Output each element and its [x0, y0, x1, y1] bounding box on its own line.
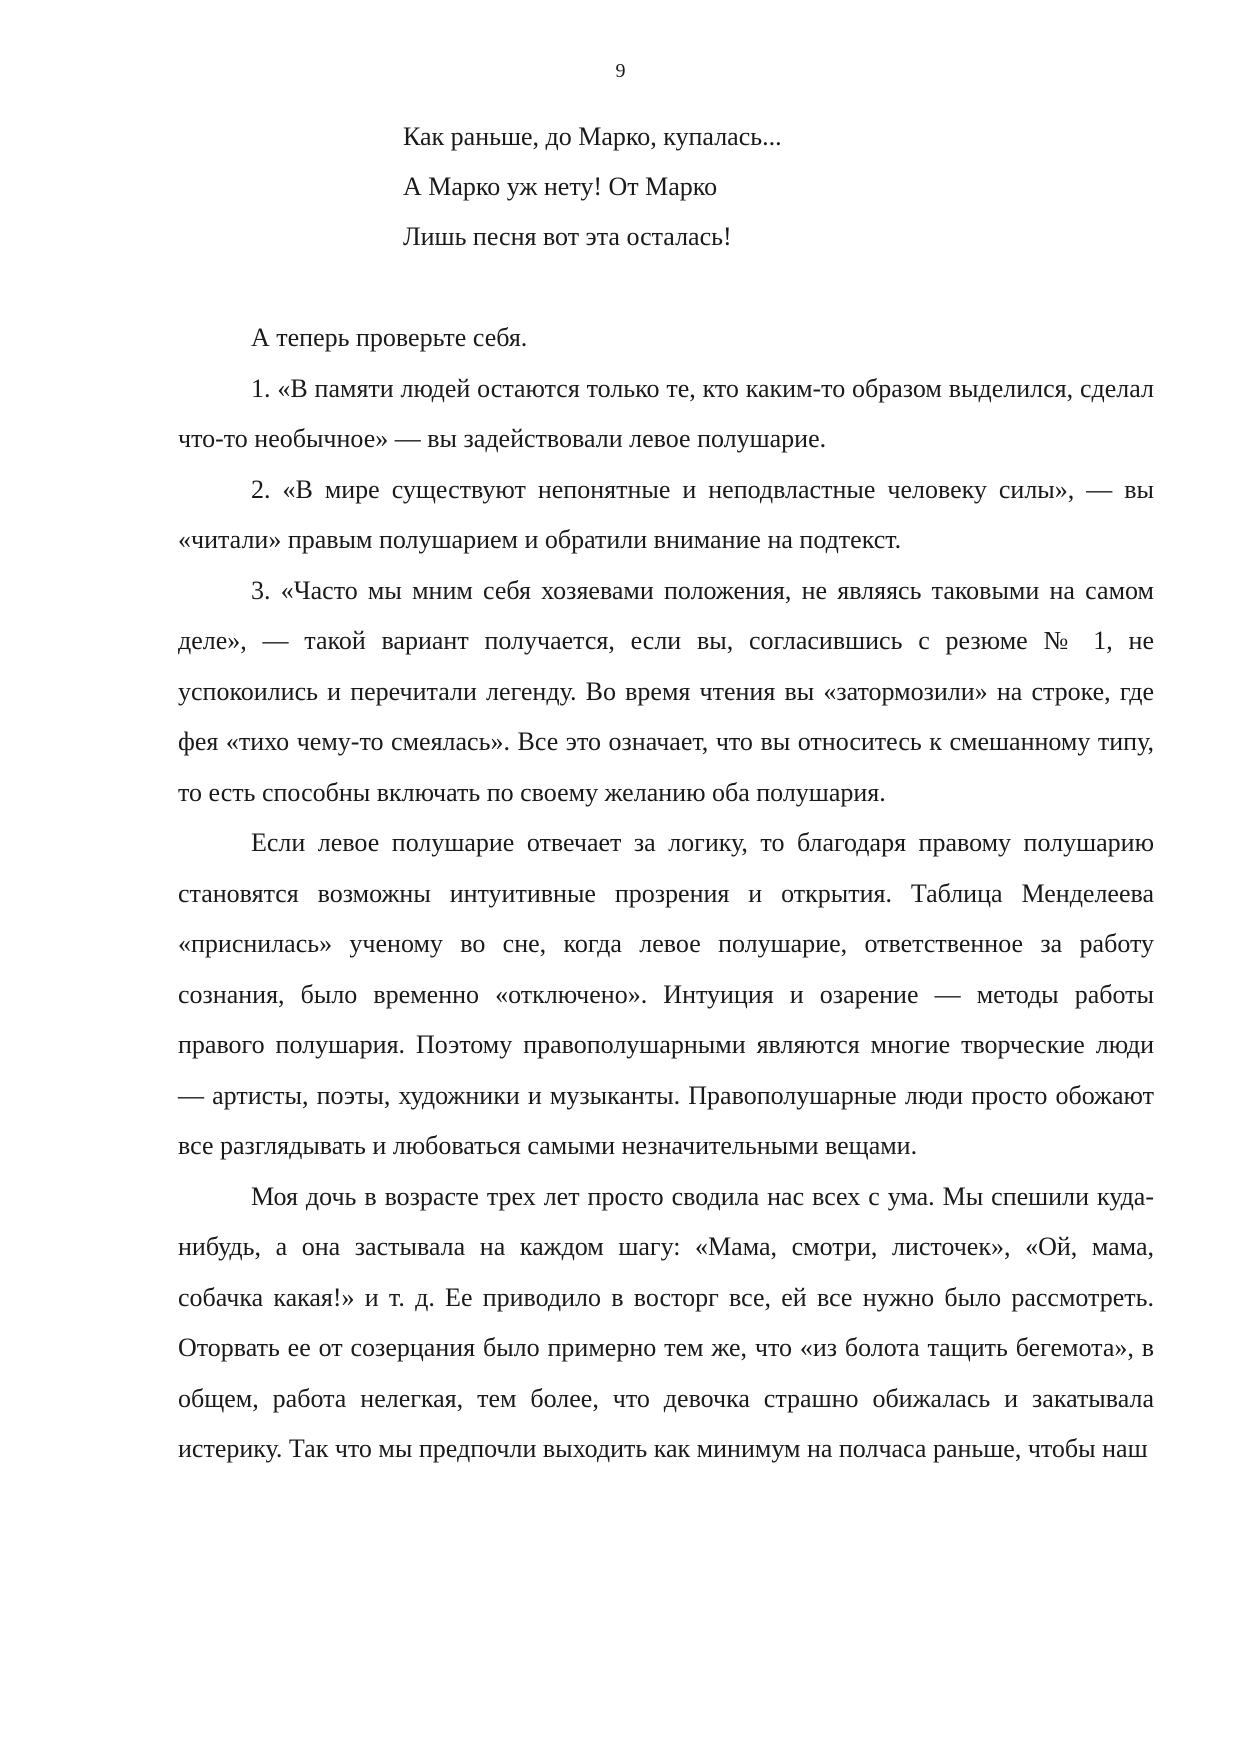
- poem-line: Как раньше, до Марко, купалась...: [403, 122, 782, 151]
- page-number: 9: [615, 60, 626, 82]
- paragraph-answer-3: 3. «Часто мы мним себя хозяевами положения, не являясь таковыми на самом деле», — такой вариант получается, если вы, согласившись с резюме № 1, не успокоились и перечитали легенду. Во время чтения вы «затормозили» на строке, где фея «тихо чему-то смеялась». Все это означает, что вы относитесь к смешанному типу, то есть способны включать по своему желанию оба полушария.: [178, 575, 1154, 807]
- paragraph-intro: А теперь проверьте себя.: [251, 323, 528, 352]
- poem-stanza: [403, 112, 1103, 262]
- body-text: [178, 313, 1154, 1475]
- paragraph-daughter: Моя дочь в возрасте трех лет просто сводила нас всех с ума. Мы спешили куда-нибудь, а она застывала на каждом шагу: «Мама, смотри, листочек», «Ой, мама, собачка какая!» и т. д. Ее приводило в восторг все, ей все нужно было рассмотреть. Оторвать ее от созерцания было примерно тем же, что «из болота тащить бегемота», в общем, работа нелегкая, тем более, что девочка страшно обижалась и закатывала истерику. Так что мы предпочли выходить как минимум на полчаса раньше, чтобы наш: [178, 1181, 1154, 1463]
- paragraph-hemispheres: Если левое полушарие отвечает за логику, то благодаря правому полушарию становятся возможны интуитивные прозрения и открытия. Таблица Менделеева «приснилась» ученому во сне, когда левое полушарие, ответственное за работу сознания, было временно «отключено». Интуиция и озарение — методы работы правого полушария. Поэтому правополушарными являются многие творческие люди — артисты, поэты, художники и музыканты. Правополушарные люди просто обожают все разглядывать и любоваться самыми незначительными вещами.: [178, 828, 1154, 1160]
- paragraph-answer-2: 2. «В мире существуют непонятные и неподвластные человеку силы», — вы «читали» правым полушарием и обратили внимание на подтекст.: [178, 474, 1154, 554]
- poem-line: А Марко уж нету! От Марко: [403, 172, 718, 201]
- paragraph-answer-1: 1. «В памяти людей остаются только те, кто каким-то образом выделился, сделал что-то необычное» — вы задействовали левое полушарие.: [178, 373, 1154, 453]
- poem-line: Лишь песня вот эта осталась!: [403, 222, 732, 251]
